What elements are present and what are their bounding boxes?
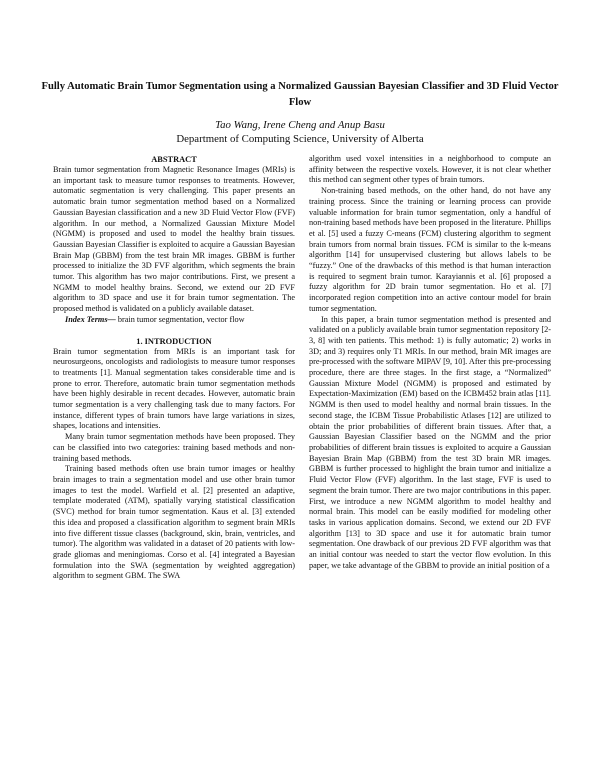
intro-paragraph-2: Many brain tumor segmentation methods have been proposed. They can be classified into two categories: training based methods and non-training based methods. <box>53 432 295 463</box>
intro-paragraph-6: In this paper, a brain tumor segmentation method is presented and validated on a publicly available brain tumor segmentation repository [2-3, 8] with ten patients. This method: 1) is fully automatic; 2) works in 3D; and 3) requires only T1 MRIs. In our method, brain MR images are pre-processed with the software MIPAV [9, 10]. After this pre-processing procedure, there are three stages. In the first stage, a “Normalized” Gaussian Mixture Model (NGMM) is proposed and estimated by Expectation-Maximization (EM) based on the ICBM452 brain atlas [11]. NGMM is then used to model healthy and normal brain tissues. In the second stage, the ICBM Tissue Probabilistic Atlases [12] are utilized to obtain the prior probabilities of different brain tissues. After that, a Gaussian Bayesian Classifier based on the NGMM and the prior probabilities of different brain tissues is exploited to acquire a Gaussian Bayesian Brain Map (GBBM) from the test 3D brain MR images. GBBM is further processed to highlight the brain tumor and initialize a Fluid Vector Flow (FVF) algorithm. In the last stage, FVF is used to segment the brain tumor. There are two major contributions in this paper. First, we introduce a new NGMM algorithm to model healthy and normal brain. This model can be easily modified for modeling other tasks in various application domains. Second, we extend our 2D FVF algorithm [13] to 3D space and use it for automatic brain tumor segmentation. One drawback of our previous 2D FVF algorithm was that an initial contour was needed to start the vector flow evolution. In this paper, we take advantage of the GBBM to provide an initial position of a <box>309 314 551 570</box>
index-terms-text: brain tumor segmentation, vector flow <box>115 314 245 324</box>
intro-paragraph-1: Brain tumor segmentation from MRIs is an important task for neurosurgeons, oncologists and radiologists to measure tumor responses to treatments [1]. Manual segmentation takes considerable time and is prone to error. Therefore, automatic brain tumor segmentation methods have been highly desirable in recent decades. However, automatic brain tumor segmentation is a very challenging task due to many factors. For instance, different types of brain tumors have large variations in sizes, shapes, locations and intensities. <box>53 346 295 431</box>
index-terms-label: Index Terms— <box>65 314 116 324</box>
index-terms <box>53 315 295 326</box>
right-column <box>309 154 551 571</box>
left-column <box>53 154 295 582</box>
paper-authors: Tao Wang, Irene Cheng and Anup Basu <box>215 119 385 131</box>
intro-paragraph-3: Training based methods often use brain tumor images or healthy brain images to train a segmentation model and use other brain tumor images to test the model. Warfield et al. [2] presented an adaptive, template moderated (ATM), spatially varying statistical classification (SVC) method for brain tumor segmentation. Kaus et al. [3] extended this idea and proposed a classification algorithm to segment brain MRIs into five different tissue classes (background, skin, brain, ventricles, and tumor). The algorithm was validated in a dataset of 20 patients with low-grade gliomas and meningiomas. Corso et al. [4] integrated a Bayesian formulation into the SWA (segmentation by weighted aggregation) algorithm to segment GBM. The SWA <box>53 464 295 581</box>
paper-affiliation: Department of Computing Science, University of Alberta <box>176 133 424 145</box>
abstract-heading: ABSTRACT <box>151 155 197 164</box>
abstract-text: Brain tumor segmentation from Magnetic Resonance Images (MRIs) is an important task to measure tumor responses to treatments. However, automatic segmentation is very challenging. This paper presents an automatic brain tumor segmentation method based on a Normalized Gaussian Bayesian classification and a new 3D Fluid Vector Flow (FVF) algorithm. In our method, a Normalized Gaussian Mixture Model (NGMM) is proposed and used to model the healthy brain tissues. Gaussian Bayesian Classifier is exploited to acquire a Gaussian Bayesian Brain Map (GBBM) from the test brain MR images. GBBM is further processed to initialize the 3D FVF algorithm, which segments the brain tumor. This algorithm has two major contributions. First, we present a NGMM to model healthy brains. Second, we extend our 2D FVF algorithm to 3D space and use it for brain tumor segmentation. The proposed method is validated on a publicly available dataset. <box>53 165 295 314</box>
introduction-heading: 1. INTRODUCTION <box>136 336 212 346</box>
paper-title: Fully Automatic Brain Tumor Segmentation using a Normalized Gaussian Bayesian Classifier and 3D Fluid Vector Flow <box>41 81 559 108</box>
intro-paragraph-4: algorithm used voxel intensities in a neighborhood to compute an affinity between the respective voxels. However, it is not clear whether this method can segment other types of brain tumors. <box>309 154 551 185</box>
intro-paragraph-5: Non-training based methods, on the other hand, do not have any training process. Since the training or learning process can provide valuable information for brain tumor segmentation, only a handful of non-training based methods have been proposed in the literature. Phillips et al. [5] used a fuzzy C-means (FCM) clustering algorithm to segment brain tumors from normal brain tissues. FCM is similar to the k-means algorithm [14] for unsupervised clustering but allows labels to be “fuzzy.” One of the drawbacks of this method is that human interaction is required to segment brain tumor. Karayiannis et al. [6] proposed a fuzzy algorithm for 2D brain tumor segmentation. Ho et al. [7] incorporated region competition into an active contour model for brain tumor segmentation. <box>309 186 551 313</box>
